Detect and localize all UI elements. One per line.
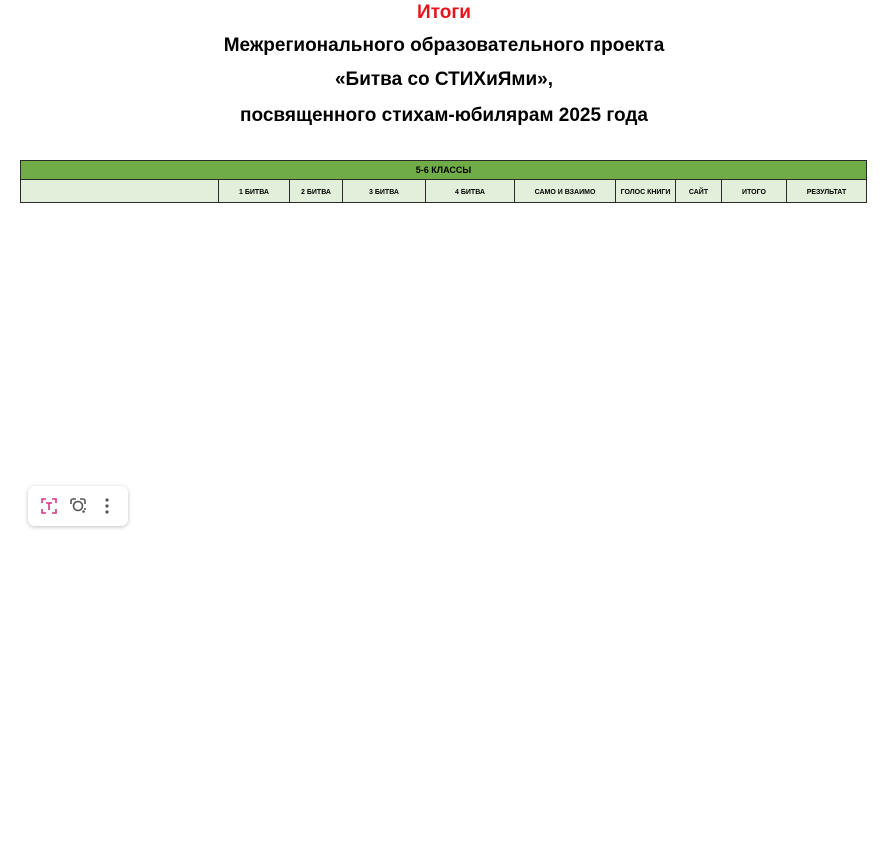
title-line-3: посвященного стихам-юбилярам 2025 года <box>240 105 648 126</box>
column-header: 2 БИТВА <box>290 180 343 203</box>
column-header: САМО И ВЗАИМО <box>515 180 616 203</box>
title-line-1: Межрегионального образовательного проекта <box>223 35 665 56</box>
column-header: 1 БИТВА <box>219 180 290 203</box>
column-header: ГОЛОС КНИГИ <box>616 180 676 203</box>
column-header: 3 БИТВА <box>343 180 426 203</box>
column-header: САЙТ <box>676 180 722 203</box>
title-line-2: «Битва со СТИХиЯми», <box>334 69 554 90</box>
section-band-row <box>21 161 867 180</box>
section-title: 5-6 КЛАССЫ <box>21 161 867 180</box>
results-heading: Итоги <box>417 2 471 23</box>
results-table-grades-5-6 <box>20 160 867 203</box>
column-header-row <box>21 180 867 203</box>
text-select-icon[interactable] <box>39 496 59 516</box>
column-header: 4 БИТВА <box>426 180 515 203</box>
floating-toolbar <box>28 486 128 526</box>
column-header-blank <box>21 180 219 203</box>
column-header: РЕЗУЛЬТАТ <box>787 180 867 203</box>
column-header: ИТОГО <box>722 180 787 203</box>
lens-search-icon[interactable] <box>68 496 88 516</box>
more-options-icon[interactable] <box>97 496 117 516</box>
